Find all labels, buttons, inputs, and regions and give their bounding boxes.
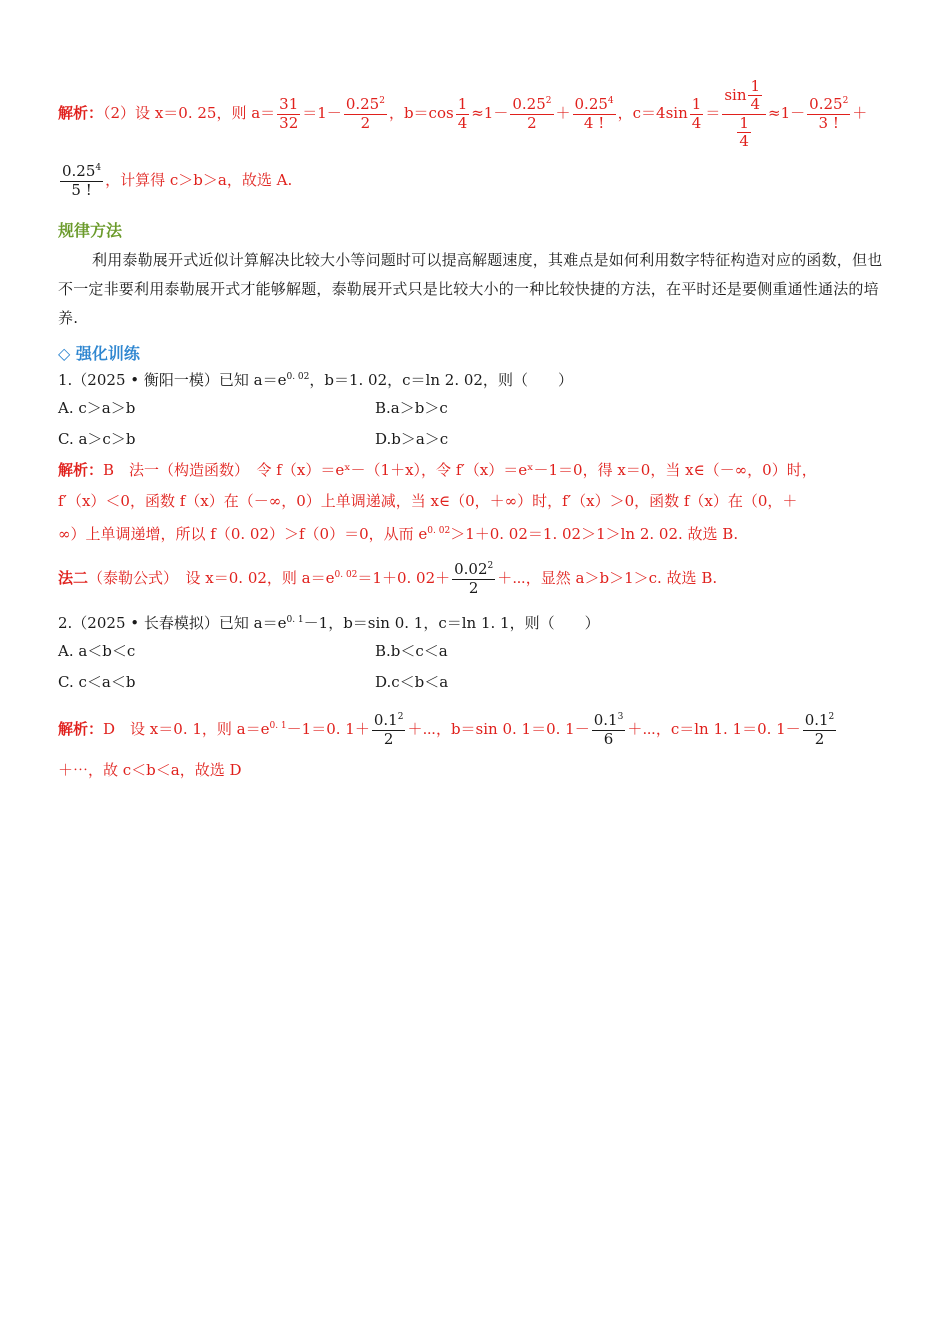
fraction-term: $\frac{0.25^2}{2}$ [512,95,552,132]
question-2-solution-line1: 解析：D 设 x＝0. 1，则 $a=e^{0. 1}-1=0$. 1＋ $\frac{0.1^2}{2}$ ＋⋯，b＝sin 0. 1＝0. 1－ $\frac{0.1^3}{6}$ ＋⋯，c＝ln 1. 1＝0. 1－ $\frac{0.1^2}{2}$ [58,711,835,748]
fraction-term: $\frac{0.1^3}{6}$ [593,711,624,748]
fraction-quarter: $\frac{1}{4}$ [457,95,468,132]
solution-part2-line2: $\frac{0.25^4}{5 !}$ ，计算得 c＞b＞a，故选 A. [62,162,293,199]
question-2-options-row2 [58,671,892,693]
question-2-solution-line2: ＋⋯，故 c＜b＜a，故选 D [58,761,242,779]
question-1-solution-line2: f′（x）＜0，函数 f（x）在（－∞，0）上单调递减，当 x∈（0，＋∞）时，f′（x）＞0，函数 f（x）在（0，＋ [58,492,798,510]
fraction-term: $\frac{0.02^2}{2}$ [454,560,494,597]
option-b[interactable]: B.a＞b＞c [375,399,448,417]
fraction-term: $\frac{0.1^2}{2}$ [373,711,404,748]
fraction-quarter: $\frac{1}{4}$ [691,95,702,132]
fraction-term: $\frac{0.25^4}{5 !}$ [62,162,102,199]
fraction-term: $\frac{0.25^4}{4 !}$ [574,95,614,132]
question-1-options-row2 [58,428,892,450]
question-2-options-row1 [58,640,892,662]
option-d[interactable]: D.b＞a＞c [375,430,449,448]
method-heading: 规律方法 [58,221,123,240]
question-1-options-row1 [58,397,892,419]
option-d[interactable]: D.c＜b＜a [375,673,449,691]
question-1-stem: 1.（2025 • 衡阳一模）已知 $a=e^{0. 02}$，b＝1. 02，c＝ln 2. 02，则（ ） [58,371,573,389]
question-2-stem: 2.（2025 • 长春模拟）已知 $a=e^{0. 1}-1$，b＝sin 0. 1，c＝ln 1. 1，则（ ） [58,614,600,632]
training-heading: ◇ 强化训练 [58,344,140,363]
question-1-solution-line1: 解析：B 法一（构造函数） 令 f（x）＝eˣ－（1＋x），令 f′（x）＝eˣ－1＝0，得 x＝0，当 x∈（－∞，0）时， [58,461,817,479]
option-b[interactable]: B.b＜c＜a [375,642,448,660]
fraction-a: $\frac{31}{32}$ [279,95,299,132]
fraction-term: $\frac{0.1^2}{2}$ [804,711,835,748]
fraction-sin-over-quarter: sin $\frac{1}{4}$ $\frac{1}{4}$ [722,78,766,150]
question-1-solution-line3: ∞）上单调递增，所以 f（0. 02）＞f（0）＝0，从而 $e^{0. 02}>1+0$. 02＝1. 02＞1＞ln 2. 02. 故选 B. [58,525,739,543]
solution-part2-line1: 解析：（2）设 x＝0. 25，则 a＝ $\frac{31}{32}$ ＝1－ $\frac{0.25^2}{2}$ ，b＝cos $\frac{1}{4}$ ≈1－ $\frac{0.25^2}{2}$ ＋ $\frac{0.25^4}{4 !}$ ，c＝4sin $\frac{1}{4}$ ＝ sin $\frac{1}{4}$ $\frac{1}{4}$ ≈1－ $\frac{0.25^2}{3 !}$ ＋ [58,77,868,150]
fraction-term: $\frac{0.25^2}{3 !}$ [809,95,849,132]
method-paragraph: 利用泰勒展开式近似计算解决比较大小等问题时可以提高解题速度，其难点是如何利用数字特征构造对应的函数，但也不一定非要利用泰勒展开式才能够解题，泰勒展开式只是比较大小的一种比较快捷的方法，在平时还是要侧重通性通法的培养. [58,251,883,327]
option-a[interactable]: A. a＜b＜c [58,642,136,660]
option-c[interactable]: C. a＞c＞b [58,430,136,448]
option-a[interactable]: A. c＞a＞b [58,399,136,417]
fraction-term: $\frac{0.25^2}{2}$ [345,95,385,132]
option-c[interactable]: C. c＜a＜b [58,673,136,691]
solution-label: 解析： [58,104,104,122]
question-1-method-2: 法二（泰勒公式） 设 x＝0. 02，则 $a=e^{0. 02}=1+0$. 02＋ $\frac{0.02^2}{2}$ ＋⋯，显然 a＞b＞1＞c. 故选 B. [58,560,718,597]
